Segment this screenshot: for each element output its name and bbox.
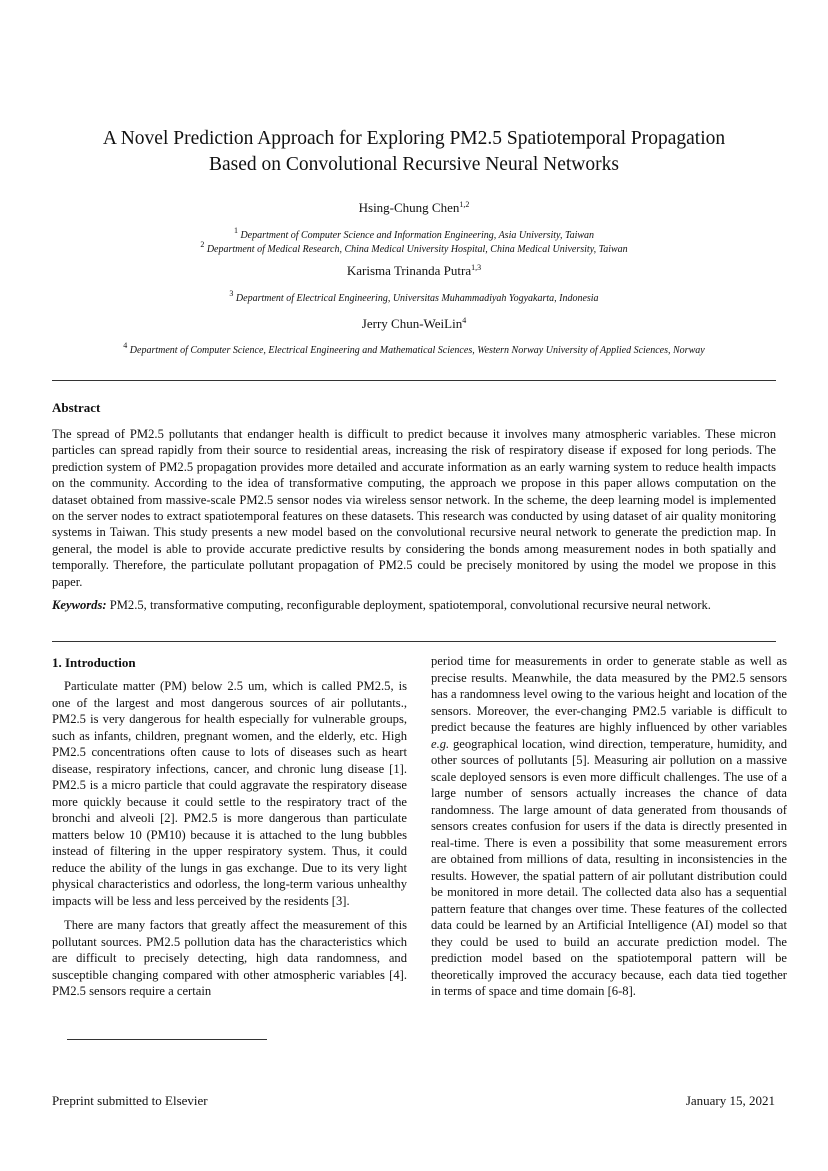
author-3 (52, 313, 776, 332)
paragraph-text: geographical location, wind direction, temperature, humidity, and other sources of pollutants [5]. Measuring air pollution on a massive scale deployed sensors is even more difficult challenges. The use of a large number of sensors actually increases the chance of data randomness. The large amount of data generated from thousands of sensors creates confusion for users if the data is directly presented in real-time. There is even a possibility that some measurement errors are obtained from millions of data, resulting in inconsistencies in the results. However, the spatial pattern of air pollutant distribution could be monitored in more detail. The collected data also has a sequential pattern feature that changes over time. These features of the collected data could be learned by an Artificial Intelligence (AI) model so that they could be used to build an accurate prediction model. The prediction model based on the spatiotemporal pattern will be theoretically improved the accuracy because, each data tied together in terms of space and time domain [6-8]. (431, 736, 787, 998)
left-column (52, 655, 407, 1000)
author-1 (52, 197, 776, 216)
footnote-rule (67, 1039, 267, 1040)
intro-paragraph-1: Particulate matter (PM) below 2.5 um, which is called PM2.5, is one of the largest and most dangerous sources of air pollutants., PM2.5 is very dangerous for health especially for vulnerable groups, such as infants, children, pregnant women, and the elderly, etc. High PM2.5 concentrations often cause to lots of diseases such as heart disease, respiratory infections, cancer, and chronic lung disease [1]. PM2.5 is a micro particle that could aggravate the respiratory disease more quickly because it could settle to the respiratory tract of the bronchi and alveoli [2]. PM2.5 is more dangerous than particulate matters below 10 (PM10) because it is attached to the lung bubbles instead of filtering in the upper respiratory system. Thus, it could reduce the ability of the lungs in gas exchange. Due to its very light physical characteristics and odorless, the long-term various unhealthy impacts will be less and less perceived by the residents [3]. (52, 679, 407, 908)
keywords-label: Keywords: (52, 598, 107, 612)
divider-top (52, 380, 776, 381)
eg-abbrev: e.g. (431, 736, 450, 751)
divider-bottom (52, 641, 776, 642)
affiliation-2 (52, 238, 776, 257)
paper-title (52, 126, 776, 178)
abstract-text: The spread of PM2.5 pollutants that endanger health is difficult to predict because it involves many atmospheric variables. These micron particles can spread rapidly from their source to residential areas, increasing the risk of respiratory disease if exposed for long periods. The prediction system of PM2.5 propagation provides more detailed and accurate information as an early warning system to reduce health impacts on the community. According to the idea of transformative computing, the approach we propose in this paper allows computation on the dataset obtained from massive-scale PM2.5 sensor nodes via wireless sensor network. In the scheme, the deep learning model is implemented on the server nodes to extract spatiotemporal features on these datasets. This research was conducted by using dataset of air quality monitoring systems in Taiwan. This study presents a new model based on the convolutional recursive neural network to generate the prediction map. In general, the model is able to provide accurate predictive results by considering the bonds among measurement nodes in both spatially and temporally. Therefore, the particulate pollutant propagation of PM2.5 could be precisely monitored by using the model we propose in this paper. (52, 427, 776, 589)
footer-preprint-note: Preprint submitted to Elsevier (52, 1093, 208, 1108)
section-heading-introduction: 1. Introduction (52, 655, 136, 670)
affiliation-text: Department of Electrical Engineering, Universitas Muhammadiyah Yogyakarta, Indonesia (235, 293, 599, 304)
affiliation-sup: 1 (233, 226, 238, 235)
affiliation-text: Department of Medical Research, China Medical University Hospital, China Medical University, Taiwan (206, 244, 628, 255)
author-sup: 4 (462, 316, 467, 325)
affiliation-sup: 4 (123, 341, 128, 350)
affiliation-4 (52, 339, 776, 358)
right-column (431, 653, 787, 1000)
paragraph-text: period time for measurements in order to generate stable as well as precise results. Meanwhile, the data measured by the PM2.5 sensors has a randomness level owing to the various height and location of the sensors. Moreover, the ever-changing PM2.5 variable is difficult to predict because the features are highly influenced by other variables (431, 654, 787, 734)
keywords-text: PM2.5, transformative computing, reconfigurable deployment, spatiotemporal, convolutional recursive neural network. (106, 598, 711, 612)
affiliation-text: Department of Computer Science and Information Engineering, Asia University, Taiwan (240, 230, 595, 241)
footer-date: January 15, 2021 (685, 1093, 775, 1108)
author-2 (52, 260, 776, 279)
title-line-2: Based on Convolutional Recursive Neural Networks (209, 154, 619, 175)
intro-paragraph-2: There are many factors that greatly affect the measurement of this pollutant sources. PM2.5 pollution data has the characteristics which are difficult to precisely detecting, high data randomness, and susceptible changing compared with other atmospheric variables [4]. PM2.5 sensors require a certain (52, 918, 407, 998)
author-name: Jerry Chun-WeiLin (361, 316, 463, 331)
title-line-1: A Novel Prediction Approach for Exploring PM2.5 Spatiotemporal Propagation (102, 128, 726, 149)
intro-paragraph-continued (431, 653, 787, 1000)
affiliation-text: Department of Computer Science, Electrical Engineering and Mathematical Sciences, Western Norway University of Applied Sciences, Norway (129, 345, 705, 356)
author-name: Karisma Trinanda Putra (346, 263, 472, 278)
author-sup: 1,3 (471, 263, 482, 272)
author-name: Hsing-Chung Chen (358, 200, 460, 215)
affiliation-3 (52, 287, 776, 306)
affiliation-sup: 2 (200, 240, 205, 249)
abstract-heading: Abstract (52, 400, 101, 415)
author-sup: 1,2 (459, 200, 470, 209)
keywords (52, 597, 776, 613)
affiliation-sup: 3 (229, 289, 234, 298)
